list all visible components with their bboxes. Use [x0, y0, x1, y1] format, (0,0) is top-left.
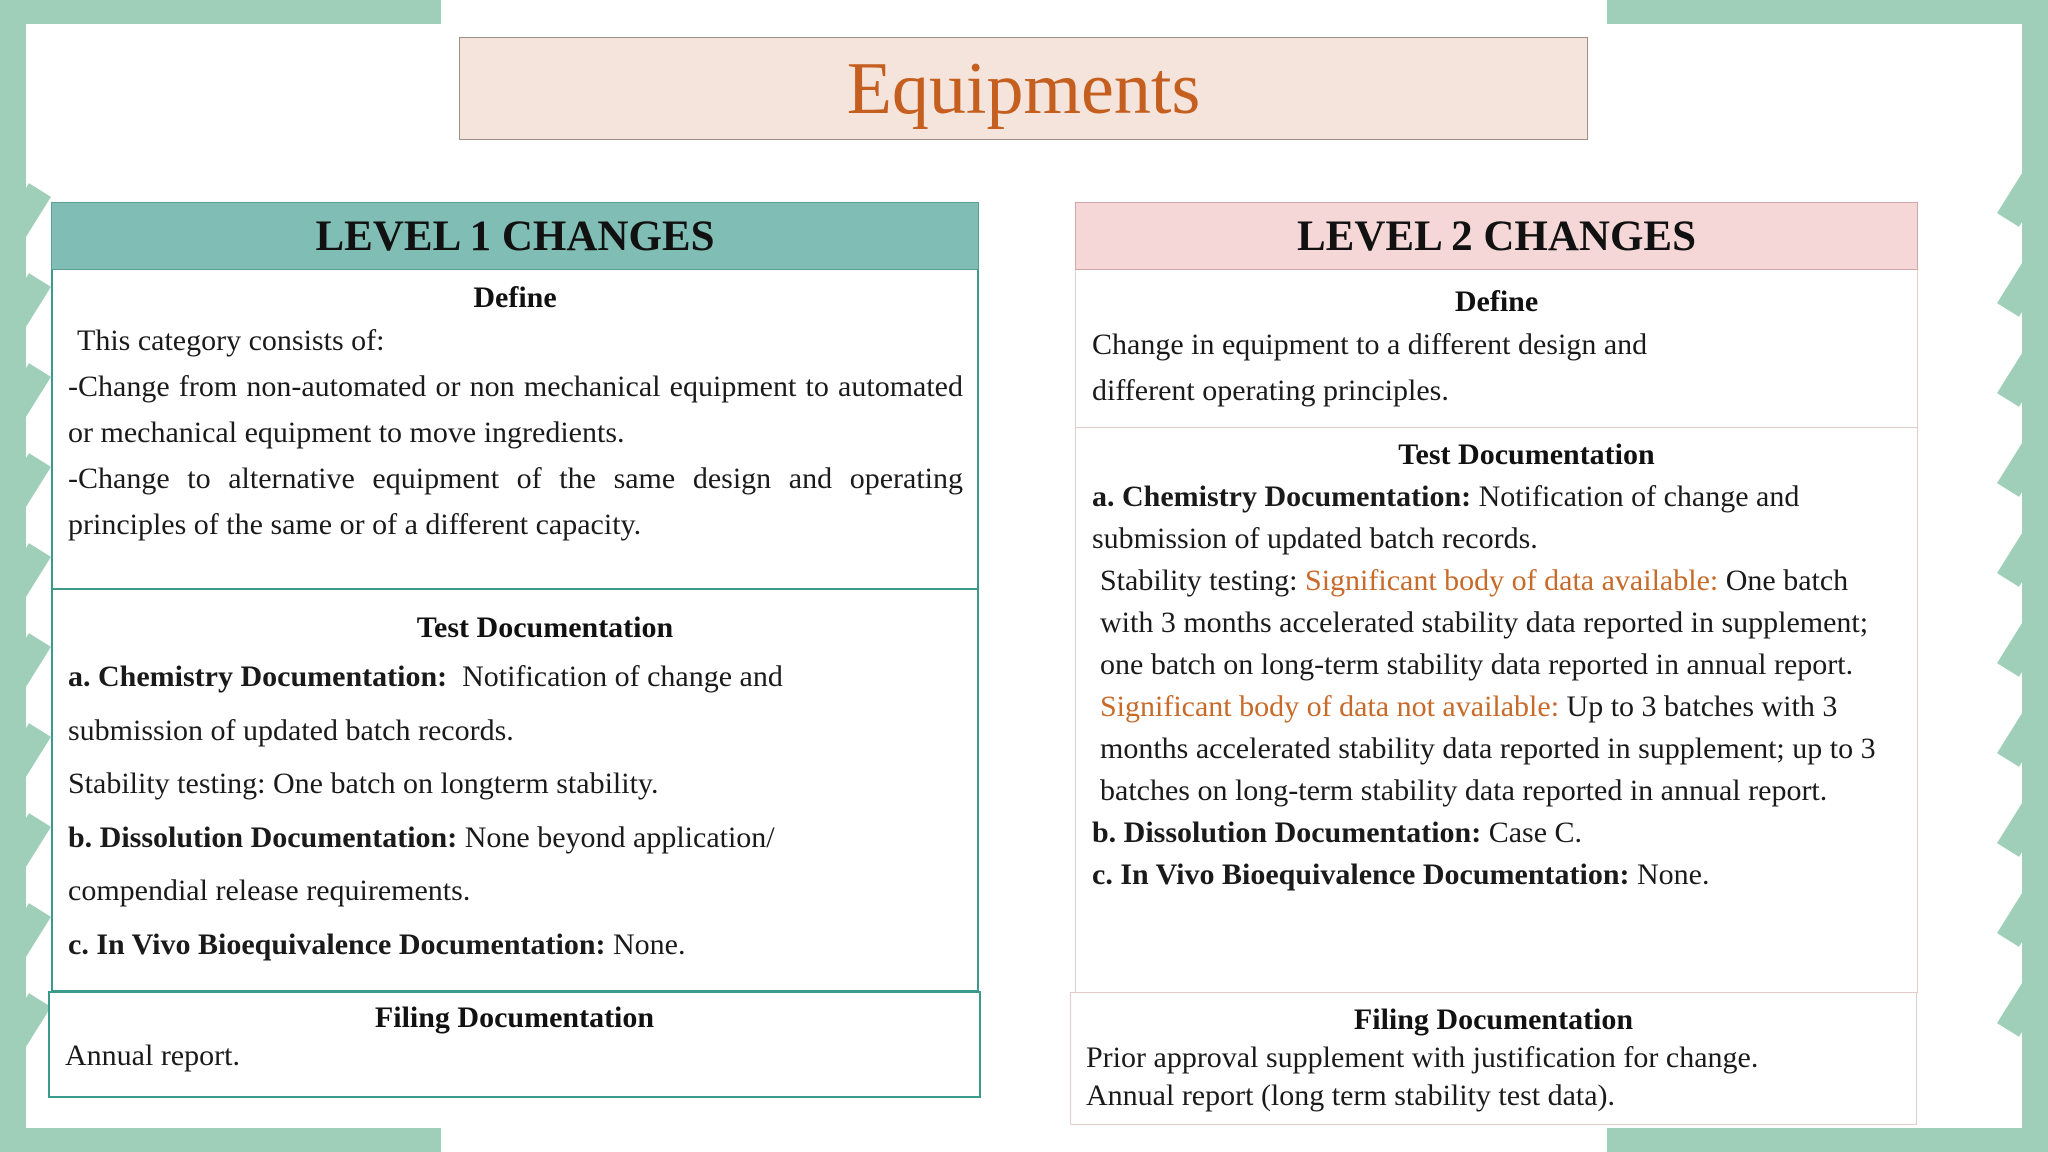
level2-stability-not-available-label: Significant body of data not available:: [1100, 690, 1560, 723]
level2-filing-section: [1070, 992, 1917, 1125]
level2-define-section: [1075, 270, 1918, 428]
level1-define-item-1: -Change from non-automated or non mechanical equipment to automated or mechanical equipment to move ingredients.: [68, 370, 963, 449]
level1-filing-title: Filing Documentation: [374, 1001, 655, 1034]
level2-bio-label: c. In Vivo Bioequivalence Documentation:: [1092, 858, 1630, 891]
level2-filing-line-1: Prior approval supplement with justification for change.: [1086, 1041, 1759, 1074]
level1-define-title: Define: [473, 281, 557, 314]
level2-stability-not-available-text: Up to 3 batches with 3 months accelerated stability data reported in supplement; up to 3 batches on long-term stability data reported in annual report.: [1100, 690, 1876, 807]
level2-stability-available-label: Significant body of data available:: [1305, 564, 1719, 597]
level1-stability-text: Stability testing: One batch on longterm stability.: [68, 767, 659, 800]
level2-chem-label: a. Chemistry Documentation:: [1092, 480, 1472, 513]
level2-stability-prefix: Stability testing:: [1100, 564, 1298, 597]
page-title: Equipments: [846, 47, 1201, 130]
level1-header: [51, 202, 979, 270]
level2-stability-available-paragraph: [1092, 560, 1901, 686]
level2-chem-text: Notification of change and submission of updated batch records.: [1092, 480, 1800, 555]
level2-header: [1075, 202, 1918, 270]
level1-define-section: [51, 270, 979, 590]
level2-diss-text: Case C.: [1488, 816, 1583, 849]
level2-stability-not-available-paragraph: [1092, 686, 1901, 812]
level2-diss-row: [1092, 812, 1901, 854]
level2-filing-line-2: Annual report (long term stability test data).: [1086, 1079, 1616, 1112]
level1-test-title: Test Documentation: [416, 611, 674, 644]
level2-bio-row: [1092, 854, 1901, 896]
level2-stability-available-text: One batch with 3 months accelerated stability data reported in supplement; one batch on long-term stability data reported in annual report.: [1100, 564, 1869, 681]
level2-filing-title: Filing Documentation: [1353, 1003, 1634, 1036]
level1-define-item-2: -Change to alternative equipment of the same design and operating principles of the same or of a different capacity.: [68, 462, 963, 541]
level2-bio-text: None.: [1637, 858, 1710, 891]
level1-chem-text: Notification of change and: [462, 660, 783, 693]
level1-diss-label: b. Dissolution Documentation:: [68, 820, 458, 854]
level1-header-text: LEVEL 1 CHANGES: [315, 212, 715, 260]
level2-define-line-2: different operating principles.: [1092, 374, 1449, 407]
level2-test-section: [1075, 427, 1918, 993]
level1-filing-section: [48, 991, 981, 1098]
level2-header-text: LEVEL 2 CHANGES: [1296, 212, 1697, 260]
level1-diss-text-2: compendial release requirements.: [68, 874, 471, 907]
level2-chem-paragraph: [1092, 476, 1901, 560]
level1-bio-text: None.: [613, 927, 686, 961]
level2-define-title: Define: [1454, 285, 1539, 318]
level1-test-section: [51, 588, 979, 992]
title-banner: [459, 37, 1588, 140]
level1-chem-label: a. Chemistry Documentation:: [68, 660, 448, 693]
level2-diss-label: b. Dissolution Documentation:: [1092, 816, 1482, 849]
level2-test-title: Test Documentation: [1398, 438, 1655, 471]
level1-filing-text: Annual report.: [65, 1039, 240, 1072]
level1-define-intro: This category consists of:: [77, 324, 385, 357]
level1-diss-text: None beyond application/: [464, 820, 775, 854]
level1-chem-row: [68, 650, 963, 704]
level2-define-line-1: Change in equipment to a different design and: [1092, 328, 1648, 361]
level1-bio-label: c. In Vivo Bioequivalence Documentation:: [68, 927, 606, 961]
level1-bio-row: [68, 918, 963, 972]
level1-diss-row: [68, 811, 963, 865]
level1-chem-text-2: submission of updated batch records.: [68, 713, 514, 747]
